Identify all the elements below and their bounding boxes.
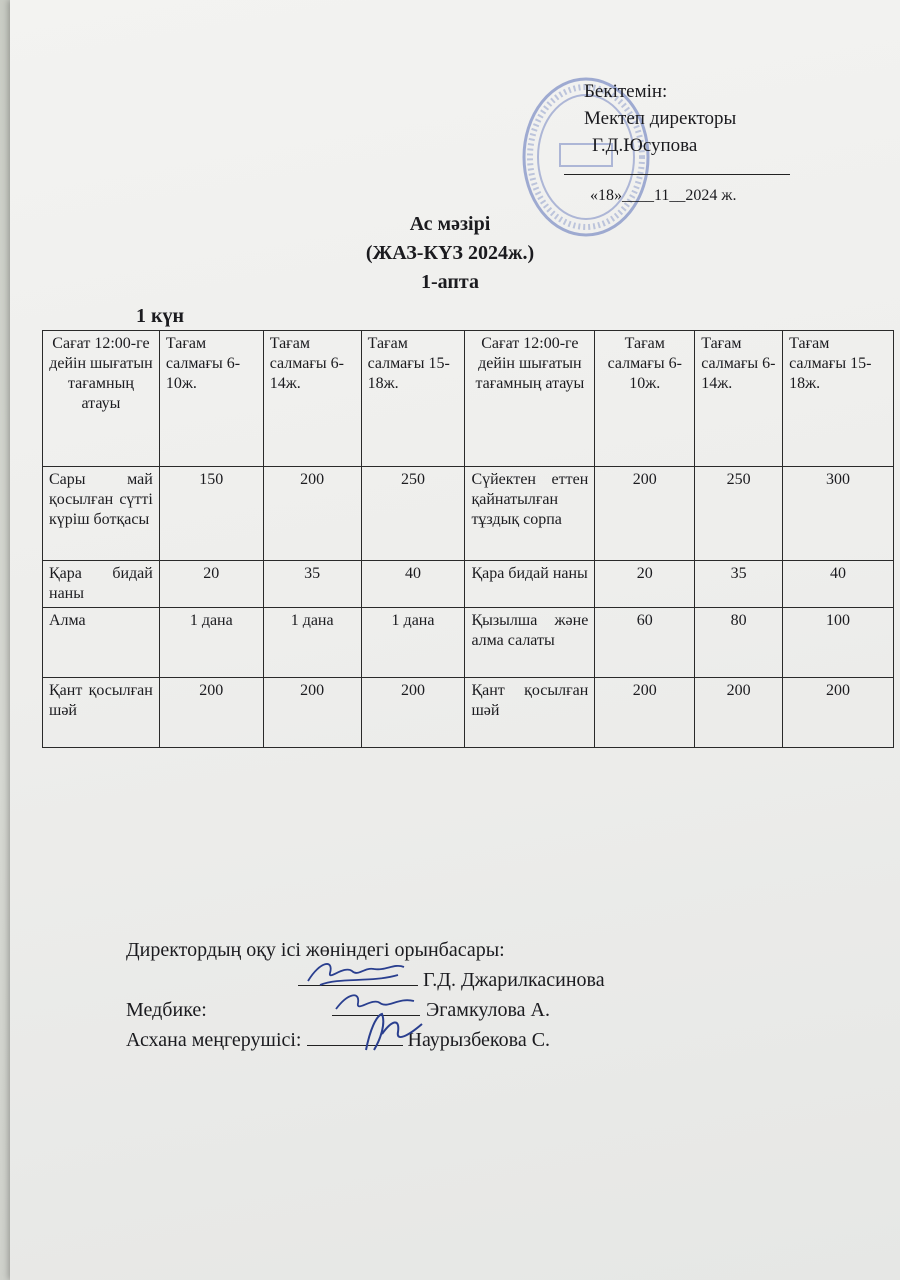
nurse-name: Эгамкулова А.: [426, 999, 550, 1021]
header-dish-name-1: Сағат 12:00-ге дейін шығатын тағамның атауы: [43, 331, 160, 467]
weight-cell: 40: [361, 561, 465, 608]
header-weight-15-18-2: Тағам салмағы 15-18ж.: [783, 331, 894, 467]
cook-name: Наурызбекова С.: [407, 1029, 551, 1051]
header-weight-6-14-2: Тағам салмағы 6-14ж.: [695, 331, 783, 467]
weight-cell: 35: [695, 561, 783, 608]
weight-cell: 200: [695, 678, 783, 748]
cook-handwritten-signature: [352, 1010, 432, 1056]
header-weight-6-14-1: Тағам салмағы 6-14ж.: [263, 331, 361, 467]
approval-director-name: Г.Д.Юсупова: [592, 135, 698, 156]
weight-cell: 200: [263, 678, 361, 748]
dish-name: Қара бидай наны: [43, 561, 160, 608]
menu-season: (ЖАЗ-КҮЗ 2024ж.): [365, 242, 535, 264]
weight-cell: 200: [361, 678, 465, 748]
nurse-role: Медбике:: [126, 999, 207, 1021]
weight-cell: 250: [361, 467, 465, 561]
day-label: 1 күн: [136, 305, 185, 327]
deputy-name: Г.Д. Джарилкасинова: [423, 969, 605, 991]
weight-cell: 100: [783, 608, 894, 678]
weight-cell: 150: [159, 467, 263, 561]
weight-cell: 20: [159, 561, 263, 608]
table-row: [43, 561, 894, 608]
table-row: [43, 467, 894, 561]
dish-name: Қант қосылған шәй: [465, 678, 595, 748]
weight-cell: 250: [695, 467, 783, 561]
weight-cell: 200: [595, 467, 695, 561]
weight-cell: 60: [595, 608, 695, 678]
approval-block: [584, 78, 737, 204]
weight-cell: 200: [595, 678, 695, 748]
table-header-row: [43, 331, 894, 467]
weight-cell: 35: [263, 561, 361, 608]
header-dish-name-2: Сағат 12:00-ге дейін шығатын тағамның атауы: [465, 331, 595, 467]
dish-name: Қара бидай наны: [465, 561, 595, 608]
weight-cell: 40: [783, 561, 894, 608]
weight-cell: 80: [695, 608, 783, 678]
weight-cell: 200: [263, 467, 361, 561]
header-weight-15-18-1: Тағам салмағы 15-18ж.: [361, 331, 465, 467]
approval-position: Мектеп директоры: [584, 108, 737, 129]
header-weight-6-10-1: Тағам салмағы 6-10ж.: [159, 331, 263, 467]
menu-table: [42, 330, 894, 748]
deputy-heading: Директордың оқу ісі жөніндегі орынбасары:: [126, 939, 505, 961]
dish-name: Сары май қосылған сүтті күріш ботқасы: [43, 467, 160, 561]
dish-name: Қант қосылған шәй: [43, 678, 160, 748]
menu-title: Ас мәзірі: [409, 213, 491, 235]
approval-date: «18»____11__2024 ж.: [590, 187, 737, 204]
dish-name: Сүйектен еттен қайнатылған тұздық сорпа: [465, 467, 595, 561]
weight-cell: 200: [159, 678, 263, 748]
menu-week: 1-апта: [421, 271, 479, 293]
weight-cell: 20: [595, 561, 695, 608]
header-weight-6-10-2: Тағам салмағы 6-10ж.: [595, 331, 695, 467]
table-row: [43, 678, 894, 748]
menu-title-block: [0, 210, 900, 297]
table-row: [43, 608, 894, 678]
dish-name: Қызылша және алма салаты: [465, 608, 595, 678]
weight-cell: 200: [783, 678, 894, 748]
dish-name: Алма: [43, 608, 160, 678]
cook-role: Асхана меңгерушісі:: [126, 1029, 302, 1051]
approval-signature-line: [564, 174, 790, 175]
approval-heading: Бекітемін:: [584, 81, 668, 102]
weight-cell: 1 дана: [361, 608, 465, 678]
weight-cell: 300: [783, 467, 894, 561]
weight-cell: 1 дана: [159, 608, 263, 678]
weight-cell: 1 дана: [263, 608, 361, 678]
